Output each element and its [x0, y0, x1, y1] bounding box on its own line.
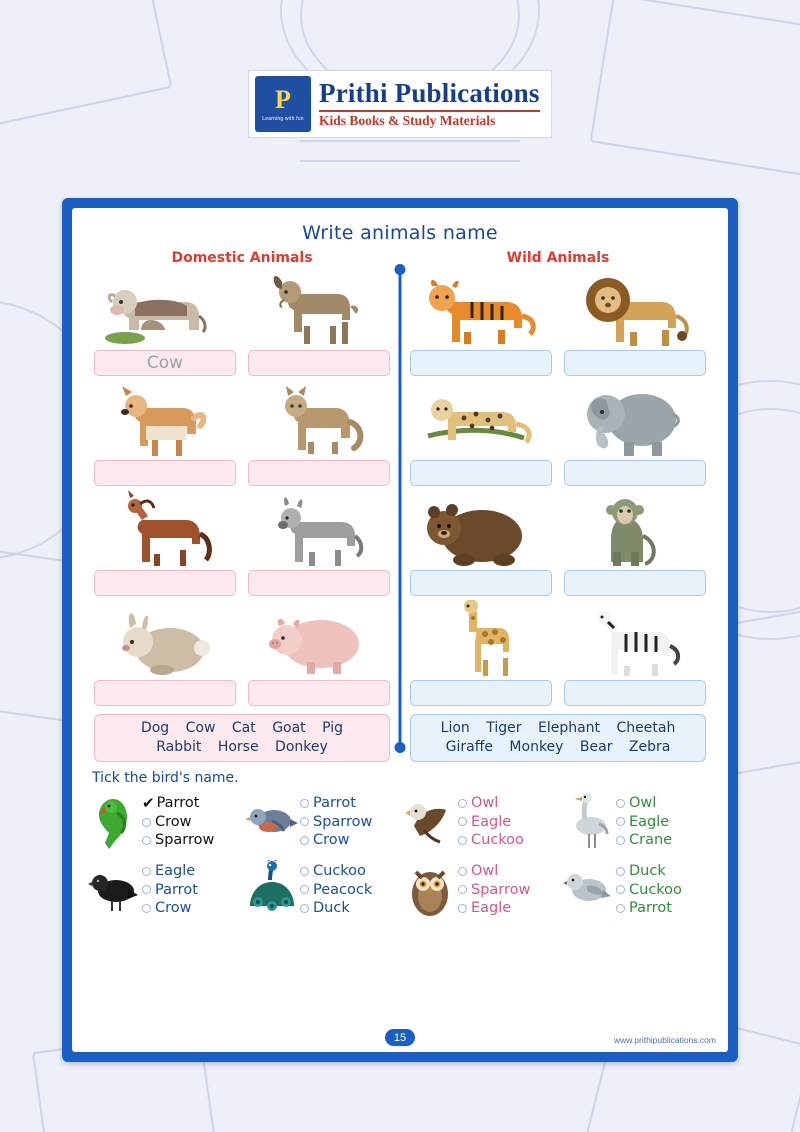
- bear-image: [410, 490, 552, 566]
- word: Monkey: [509, 738, 564, 755]
- animal-item-goat: [242, 268, 396, 378]
- animal-item-cow: [88, 268, 242, 378]
- word: Cow: [185, 720, 216, 736]
- animal-item-tiger: [404, 268, 558, 378]
- monkey-image: [564, 490, 706, 566]
- cat-image: [248, 380, 390, 456]
- option-list: [300, 862, 372, 918]
- word: Bear: [579, 738, 613, 755]
- word: Lion: [440, 720, 470, 736]
- pig-image: [248, 600, 390, 676]
- word: Horse: [217, 738, 259, 755]
- answer-box-cat[interactable]: [248, 460, 390, 486]
- option-label: Cuckoo: [471, 832, 524, 849]
- option-eagle[interactable]: [458, 899, 530, 918]
- bird-question-crane: [558, 788, 716, 856]
- birds-grid: [84, 788, 716, 924]
- option-owl[interactable]: [458, 794, 524, 813]
- option-sparrow[interactable]: [142, 831, 214, 850]
- answer-box-pig[interactable]: [248, 680, 390, 706]
- animal-item-horse: [88, 488, 242, 598]
- answer-box-rabbit[interactable]: [94, 680, 236, 706]
- option-parrot[interactable]: [616, 899, 682, 918]
- background-decoration: [590, 0, 800, 176]
- option-crow[interactable]: [300, 831, 372, 850]
- radio-icon[interactable]: [616, 836, 625, 845]
- domestic-wordbank-line2: [101, 738, 383, 757]
- peacock-icon: [246, 859, 298, 921]
- radio-icon[interactable]: [616, 867, 625, 876]
- option-label: Crow: [313, 832, 350, 849]
- answer-box-monkey[interactable]: [564, 570, 706, 596]
- option-eagle[interactable]: [616, 813, 672, 832]
- option-label: Eagle: [155, 862, 196, 879]
- bird-question-owl: [400, 856, 558, 924]
- wild-column: [400, 268, 716, 762]
- radio-icon[interactable]: [616, 799, 625, 808]
- word: Goat: [272, 720, 306, 736]
- option-label: Parrot: [155, 881, 198, 898]
- background-decoration: [0, 0, 172, 129]
- elephant-image: [564, 380, 706, 456]
- radio-icon[interactable]: [458, 904, 467, 913]
- option-label: Cuckoo: [313, 862, 366, 879]
- radio-icon[interactable]: [616, 904, 625, 913]
- word: Pig: [322, 720, 344, 736]
- radio-icon[interactable]: [458, 799, 467, 808]
- option-label: Crow: [155, 900, 192, 917]
- publisher-logo: [248, 70, 552, 138]
- option-list: [142, 862, 198, 918]
- radio-icon[interactable]: [616, 885, 625, 894]
- option-eagle[interactable]: [142, 862, 198, 881]
- option-label: Sparrow: [155, 832, 215, 849]
- option-label: Parrot: [156, 794, 200, 811]
- animal-item-donkey: [242, 488, 396, 598]
- option-cuckoo[interactable]: [616, 881, 682, 900]
- answer-box-dog[interactable]: [94, 460, 236, 486]
- option-list: [458, 794, 524, 850]
- zebra-image: [564, 600, 706, 676]
- domestic-column: [84, 268, 400, 762]
- option-eagle[interactable]: [458, 813, 524, 832]
- worksheet-frame: [62, 198, 738, 1062]
- animal-item-cat: [242, 378, 396, 488]
- animal-item-monkey: [558, 488, 712, 598]
- option-list: [300, 794, 372, 850]
- option-label: Sparrow: [471, 881, 531, 898]
- option-cuckoo[interactable]: [300, 862, 372, 881]
- giraffe-image: [410, 600, 552, 676]
- wild-grid: [404, 268, 712, 708]
- animal-item-cheetah: [404, 378, 558, 488]
- domestic-heading: Domestic Animals: [171, 250, 313, 266]
- lion-image: [564, 270, 706, 346]
- animal-item-giraffe: [404, 598, 558, 708]
- logo-text: [319, 79, 540, 128]
- domestic-grid: [88, 268, 396, 708]
- logo-mark-icon: [255, 76, 311, 132]
- radio-icon[interactable]: [142, 885, 151, 894]
- option-label: Parrot: [629, 900, 672, 917]
- answer-box-elephant[interactable]: [564, 460, 706, 486]
- word: Cheetah: [616, 720, 676, 736]
- option-sparrow[interactable]: [458, 881, 530, 900]
- word: Giraffe: [445, 738, 493, 755]
- answer-box-zebra[interactable]: [564, 680, 706, 706]
- background-decoration: [300, 140, 520, 142]
- logo-mark-letter: P: [275, 84, 291, 114]
- option-crane[interactable]: [616, 831, 672, 850]
- option-label: Crane: [629, 832, 673, 849]
- radio-icon[interactable]: [142, 818, 151, 827]
- answer-box-giraffe[interactable]: [410, 680, 552, 706]
- radio-icon[interactable]: [142, 867, 151, 876]
- option-label: Owl: [471, 862, 499, 879]
- animal-item-zebra: [558, 598, 712, 708]
- option-label: Peacock: [313, 881, 373, 898]
- radio-icon[interactable]: [458, 867, 467, 876]
- option-duck[interactable]: [616, 862, 682, 881]
- dove-icon: [562, 859, 614, 921]
- animal-item-dog: [88, 378, 242, 488]
- option-list: [458, 862, 530, 918]
- worksheet-title: Write animals name: [302, 222, 498, 244]
- option-parrot[interactable]: [300, 794, 372, 813]
- radio-icon[interactable]: [300, 836, 309, 845]
- logo-subtitle: Kids Books & Study Materials: [319, 110, 540, 129]
- cow-image: [94, 270, 236, 346]
- birds-section-title: Tick the bird's name.: [92, 769, 239, 786]
- parrot-icon: [88, 791, 140, 853]
- bird-question-eagle: [400, 788, 558, 856]
- radio-icon[interactable]: [616, 817, 625, 826]
- answer-text: Cow: [146, 353, 184, 373]
- option-label: Owl: [629, 794, 657, 811]
- answer-box-donkey[interactable]: [248, 570, 390, 596]
- option-cuckoo[interactable]: [458, 831, 524, 850]
- animal-item-lion: [558, 268, 712, 378]
- cheetah-image: [410, 380, 552, 456]
- wild-wordbank: [410, 714, 706, 762]
- radio-icon[interactable]: [458, 836, 467, 845]
- background-decoration: [300, 160, 520, 162]
- animal-item-bear: [404, 488, 558, 598]
- radio-icon[interactable]: [458, 885, 467, 894]
- radio-icon[interactable]: [300, 817, 309, 826]
- radio-icon[interactable]: [300, 885, 309, 894]
- option-duck[interactable]: [300, 899, 372, 918]
- option-list: [616, 794, 672, 850]
- crane-icon: [562, 791, 614, 853]
- option-label: Duck: [629, 862, 666, 879]
- option-label: Owl: [471, 794, 499, 811]
- bird-question-crow: [84, 856, 242, 924]
- option-parrot[interactable]: [142, 794, 214, 813]
- option-label: Eagle: [471, 900, 512, 917]
- website-text: www.prithipublications.com: [613, 1035, 716, 1045]
- word: Tiger: [486, 720, 522, 736]
- animal-item-rabbit: [88, 598, 242, 708]
- answer-box-bear[interactable]: [410, 570, 552, 596]
- option-owl[interactable]: [616, 794, 672, 813]
- animal-columns: [84, 268, 716, 762]
- checkmark-icon: ✔: [142, 793, 155, 812]
- option-crow[interactable]: [142, 899, 198, 918]
- option-label: Cuckoo: [629, 881, 682, 898]
- option-owl[interactable]: [458, 862, 530, 881]
- sparrow-icon: [246, 791, 298, 853]
- radio-icon[interactable]: [142, 904, 151, 913]
- option-list: [616, 862, 682, 918]
- option-label: Parrot: [313, 794, 356, 811]
- answer-box-horse[interactable]: [94, 570, 236, 596]
- domestic-wordbank: [94, 714, 390, 762]
- word: Dog: [140, 720, 170, 736]
- answer-box-cheetah[interactable]: [410, 460, 552, 486]
- wild-wordbank-line1: [417, 719, 699, 738]
- radio-icon[interactable]: [300, 867, 309, 876]
- bird-question-peacock: [242, 856, 400, 924]
- option-peacock[interactable]: [300, 881, 372, 900]
- owl-icon: [404, 859, 456, 921]
- radio-icon[interactable]: [142, 836, 151, 845]
- logo-title: Prithi Publications: [319, 78, 540, 109]
- bird-question-sparrow: [242, 788, 400, 856]
- option-label: Sparrow: [313, 813, 373, 830]
- radio-icon[interactable]: [300, 904, 309, 913]
- animal-item-pig: [242, 598, 396, 708]
- horse-image: [94, 490, 236, 566]
- option-label: Eagle: [629, 813, 670, 830]
- animal-item-elephant: [558, 378, 712, 488]
- answer-box-cow[interactable]: [94, 350, 236, 376]
- option-crow[interactable]: [142, 813, 214, 832]
- bird-question-dove: [558, 856, 716, 924]
- donkey-image: [248, 490, 390, 566]
- goat-image: [248, 270, 390, 346]
- option-sparrow[interactable]: [300, 813, 372, 832]
- option-parrot[interactable]: [142, 881, 198, 900]
- rabbit-image: [94, 600, 236, 676]
- eagle-icon: [404, 791, 456, 853]
- answer-box-lion[interactable]: [564, 350, 706, 376]
- word: Donkey: [275, 738, 328, 755]
- option-label: Crow: [155, 813, 192, 830]
- domestic-wordbank-line1: [101, 719, 383, 738]
- dog-image: [94, 380, 236, 456]
- radio-icon[interactable]: [300, 799, 309, 808]
- word: Rabbit: [156, 738, 202, 755]
- answer-box-goat[interactable]: [248, 350, 390, 376]
- word: Cat: [231, 720, 256, 736]
- tiger-image: [410, 270, 552, 346]
- page-number-badge: 15: [385, 1029, 415, 1046]
- option-label: Eagle: [471, 813, 512, 830]
- word: Zebra: [628, 738, 671, 755]
- wild-heading: Wild Animals: [506, 250, 610, 266]
- option-list: [142, 794, 214, 850]
- worksheet-body: [72, 208, 728, 1052]
- word: Elephant: [537, 720, 601, 736]
- option-label: Duck: [313, 900, 350, 917]
- crow-icon: [88, 859, 140, 921]
- logo-mark-tagline: Learning with fun: [262, 115, 304, 122]
- answer-box-tiger[interactable]: [410, 350, 552, 376]
- bird-question-parrot: [84, 788, 242, 856]
- radio-icon[interactable]: [458, 817, 467, 826]
- wild-wordbank-line2: [417, 738, 699, 757]
